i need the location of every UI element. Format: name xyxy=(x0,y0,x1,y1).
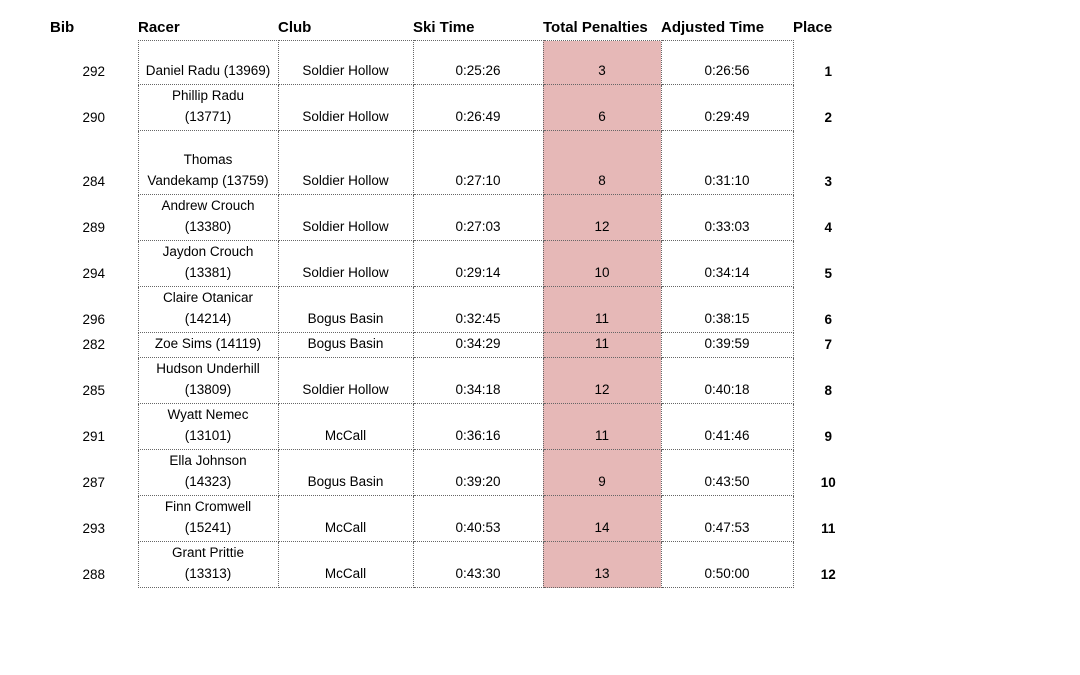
bib-cell: 285 xyxy=(82,382,106,398)
header-bib: Bib xyxy=(50,18,75,36)
place-cell: 7 xyxy=(824,336,832,352)
racer-id-line: (13771) xyxy=(184,109,232,124)
racer-id-line: (13380) xyxy=(184,219,232,234)
bib-cell: 290 xyxy=(82,109,106,125)
club-cell: McCall xyxy=(278,542,413,588)
racer-name-line: Claire Otanicar xyxy=(162,290,254,305)
ski-time-cell: 0:34:29 xyxy=(413,333,543,358)
ski-time-cell: 0:39:20 xyxy=(413,450,543,496)
penalties-cell: 9 xyxy=(543,450,661,496)
ski-time-cell: 0:32:45 xyxy=(413,287,543,333)
penalties-cell: 14 xyxy=(543,496,661,542)
racer-name-line: Andrew Crouch xyxy=(161,198,255,213)
place-cell: 2 xyxy=(824,109,832,125)
club-cell: Bogus Basin xyxy=(278,333,413,358)
bib-cell: 282 xyxy=(82,336,106,352)
table-row xyxy=(50,358,863,404)
racer-id-line: (13101) xyxy=(184,428,232,443)
racer-name-line: Ella Johnson xyxy=(169,453,247,468)
adjusted-time-cell: 0:34:14 xyxy=(661,241,793,287)
ski-time-cell: 0:34:18 xyxy=(413,358,543,404)
penalties-cell: 8 xyxy=(543,131,661,195)
table-row xyxy=(50,287,863,333)
racer-cell xyxy=(138,358,278,404)
header-ski-time: Ski Time xyxy=(413,18,475,36)
place-cell: 5 xyxy=(824,265,832,281)
penalties-cell: 13 xyxy=(543,542,661,588)
header-place: Place xyxy=(793,18,833,36)
adjusted-time-cell: 0:41:46 xyxy=(661,404,793,450)
club-cell: Soldier Hollow xyxy=(278,241,413,287)
racer-cell xyxy=(138,131,278,195)
table-row xyxy=(50,241,863,287)
place-cell: 11 xyxy=(821,520,836,536)
header-club: Club xyxy=(278,18,312,36)
bib-cell: 296 xyxy=(82,311,106,327)
racer-name-line: Phillip Radu xyxy=(171,88,245,103)
adjusted-time-cell: 0:29:49 xyxy=(661,85,793,131)
club-cell: McCall xyxy=(278,496,413,542)
bib-cell: 292 xyxy=(82,63,106,79)
racer-cell xyxy=(138,496,278,542)
table-row xyxy=(50,450,863,496)
place-cell: 4 xyxy=(824,219,832,235)
ski-time-cell: 0:43:30 xyxy=(413,542,543,588)
adjusted-time-cell: 0:31:10 xyxy=(661,131,793,195)
table-row xyxy=(50,333,863,358)
racer-cell xyxy=(138,404,278,450)
adjusted-time-cell: 0:50:00 xyxy=(661,542,793,588)
place-cell: 9 xyxy=(824,428,832,444)
racer-cell xyxy=(138,287,278,333)
ski-time-cell: 0:25:26 xyxy=(413,41,543,85)
racer-id-line: (13381) xyxy=(184,265,232,280)
bib-cell: 293 xyxy=(82,520,106,536)
racer-name-line: Thomas xyxy=(183,152,233,167)
racer-cell xyxy=(138,41,278,85)
bib-cell: 294 xyxy=(82,265,106,281)
adjusted-time-cell: 0:47:53 xyxy=(661,496,793,542)
penalties-cell: 11 xyxy=(543,404,661,450)
racer-name-line: Jaydon Crouch xyxy=(162,244,254,259)
racer-id-line: (13809) xyxy=(184,382,232,397)
table-row xyxy=(50,404,863,450)
club-cell: Bogus Basin xyxy=(278,287,413,333)
ski-time-cell: 0:40:53 xyxy=(413,496,543,542)
racer-cell xyxy=(138,333,278,358)
penalties-cell: 12 xyxy=(543,358,661,404)
adjusted-time-cell: 0:26:56 xyxy=(661,41,793,85)
penalties-cell: 10 xyxy=(543,241,661,287)
club-cell: Soldier Hollow xyxy=(278,358,413,404)
racer-id-line: (13313) xyxy=(184,566,232,581)
club-cell: Soldier Hollow xyxy=(278,195,413,241)
racer-cell xyxy=(138,85,278,131)
header-total-penalties: Total Penalties xyxy=(543,18,648,36)
penalties-cell: 11 xyxy=(543,333,661,358)
club-cell: Soldier Hollow xyxy=(278,85,413,131)
adjusted-time-cell: 0:38:15 xyxy=(661,287,793,333)
header-adjusted-time: Adjusted Time xyxy=(661,18,765,36)
penalties-cell: 12 xyxy=(543,195,661,241)
bib-cell: 289 xyxy=(82,219,106,235)
racer-cell xyxy=(138,542,278,588)
racer-id-line: (14323) xyxy=(184,474,232,489)
penalties-cell: 6 xyxy=(543,85,661,131)
racer-id-line: (15241) xyxy=(184,520,232,535)
racer-name-line: Zoe Sims (14119) xyxy=(154,336,262,351)
ski-time-cell: 0:36:16 xyxy=(413,404,543,450)
table-row xyxy=(50,85,863,131)
place-cell: 1 xyxy=(824,63,832,79)
bib-cell: 284 xyxy=(82,173,106,189)
place-cell: 6 xyxy=(824,311,832,327)
adjusted-time-cell: 0:33:03 xyxy=(661,195,793,241)
racer-name-line: Daniel Radu (13969) xyxy=(145,63,271,78)
place-cell: 3 xyxy=(824,173,832,189)
results-table xyxy=(50,14,863,588)
ski-time-cell: 0:27:10 xyxy=(413,131,543,195)
table-row xyxy=(50,542,863,588)
club-cell: Soldier Hollow xyxy=(278,41,413,85)
ski-time-cell: 0:26:49 xyxy=(413,85,543,131)
penalties-cell: 11 xyxy=(543,287,661,333)
adjusted-time-cell: 0:40:18 xyxy=(661,358,793,404)
bib-cell: 287 xyxy=(82,474,106,490)
club-cell: Bogus Basin xyxy=(278,450,413,496)
adjusted-time-cell: 0:43:50 xyxy=(661,450,793,496)
penalties-cell: 3 xyxy=(543,41,661,85)
table-row xyxy=(50,41,863,85)
racer-id-line: Vandekamp (13759) xyxy=(147,173,269,188)
bib-cell: 291 xyxy=(82,428,106,444)
racer-cell xyxy=(138,241,278,287)
racer-name-line: Wyatt Nemec xyxy=(167,407,249,422)
racer-cell xyxy=(138,450,278,496)
header-row xyxy=(50,14,863,41)
racer-cell xyxy=(138,195,278,241)
place-cell: 12 xyxy=(820,566,836,582)
adjusted-time-cell: 0:39:59 xyxy=(661,333,793,358)
table-row xyxy=(50,131,863,195)
ski-time-cell: 0:27:03 xyxy=(413,195,543,241)
ski-time-cell: 0:29:14 xyxy=(413,241,543,287)
table-row xyxy=(50,496,863,542)
racer-name-line: Grant Prittie xyxy=(171,545,245,560)
bib-cell: 288 xyxy=(82,566,106,582)
racer-name-line: Hudson Underhill xyxy=(156,361,260,376)
table-row xyxy=(50,195,863,241)
racer-name-line: Finn Cromwell xyxy=(164,499,252,514)
racer-id-line: (14214) xyxy=(184,311,232,326)
place-cell: 8 xyxy=(824,382,832,398)
place-cell: 10 xyxy=(820,474,836,490)
club-cell: Soldier Hollow xyxy=(278,131,413,195)
header-racer: Racer xyxy=(138,18,180,36)
club-cell: McCall xyxy=(278,404,413,450)
